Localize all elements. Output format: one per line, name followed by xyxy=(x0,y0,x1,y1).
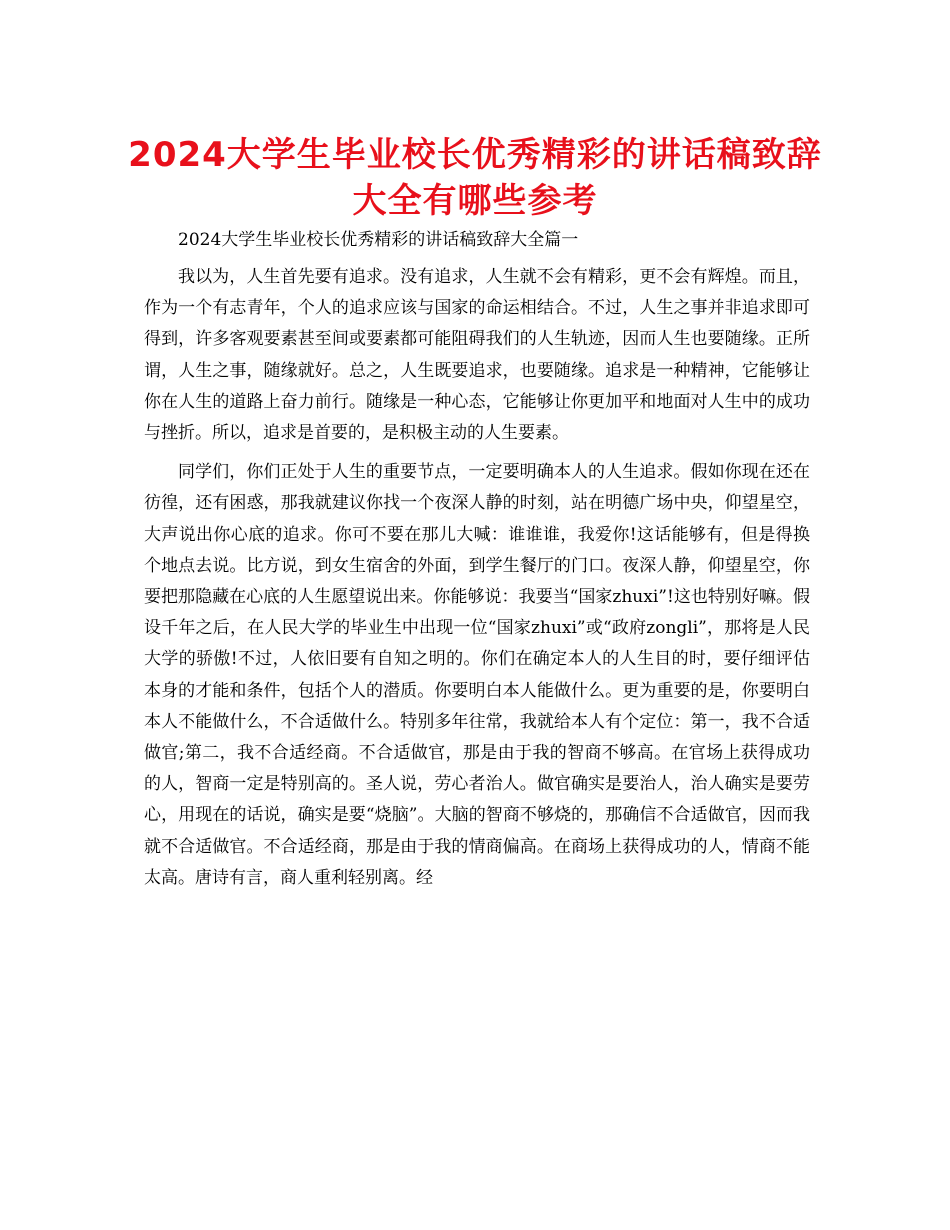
paragraph-1: 我以为，人生首先要有追求。没有追求，人生就不会有精彩，更不会有辉煌。而且，作为一个有志青年，个人的追求应该与国家的命运相结合。不过，人生之事并非追求即可得到，许多客观要素甚至间或要素都可能阻碍我们的人生轨迹，因而人生也要随缘。正所谓，人生之事，随缘就好。总之，人生既要追求，也要随缘。追求是一种精神，它能够让你在人生的道路上奋力前行。随缘是一种心态，它能够让你更加平和地面对人生中的成功与挫折。所以，追求是首要的，是积极主动的人生要素。 xyxy=(144,267,810,444)
section-heading: 2024大学生毕业校长优秀精彩的讲话稿致辞大全篇一 xyxy=(178,230,579,250)
document-body xyxy=(144,226,810,902)
document-title: 2024大学生毕业校长优秀精彩的讲话稿致辞大全有哪些参考 xyxy=(128,135,822,221)
paragraph-2: 同学们，你们正处于人生的重要节点，一定要明确本人的人生追求。假如你现在还在彷徨，还有困惑，那我就建议你找一个夜深人静的时刻，站在明德广场中央，仰望星空，大声说出你心底的追求。你可不要在那儿大喊：谁谁谁，我爱你!这话能够有，但是得换个地点去说。比方说，到女生宿舍的外面，到学生餐厅的门口。夜深人静，仰望星空，你要把那隐藏在心底的人生愿望说出来。你能够说：我要当“国家zhuxi”!这也特别好嘛。假设千年之后，在人民大学的毕业生中出现一位“国家zhuxi”或“政府zongli”，那将是人民大学的骄傲!不过，人依旧要有自知之明的。你们在确定本人的人生目的时，要仔细评估本身的才能和条件，包括个人的潜质。你要明白本人能做什么。更为重要的是，你要明白本人不能做什么，不合适做什么。特别多年往常，我就给本人有个定位：第一，我不合适做官;第二，我不合适经商。不合适做官，那是由于我的智商不够高。在官场上获得成功的人，智商一定是特别高的。圣人说，劳心者治人。做官确实是要治人，治人确实是要劳心，用现在的话说，确实是要“烧脑”。大脑的智商不够烧的，那确信不合适做官，因而我就不合适做官。不合适经商，那是由于我的情商偏高。在商场上获得成功的人，情商不能太高。唐诗有言，商人重利轻别离。经 xyxy=(144,462,810,888)
